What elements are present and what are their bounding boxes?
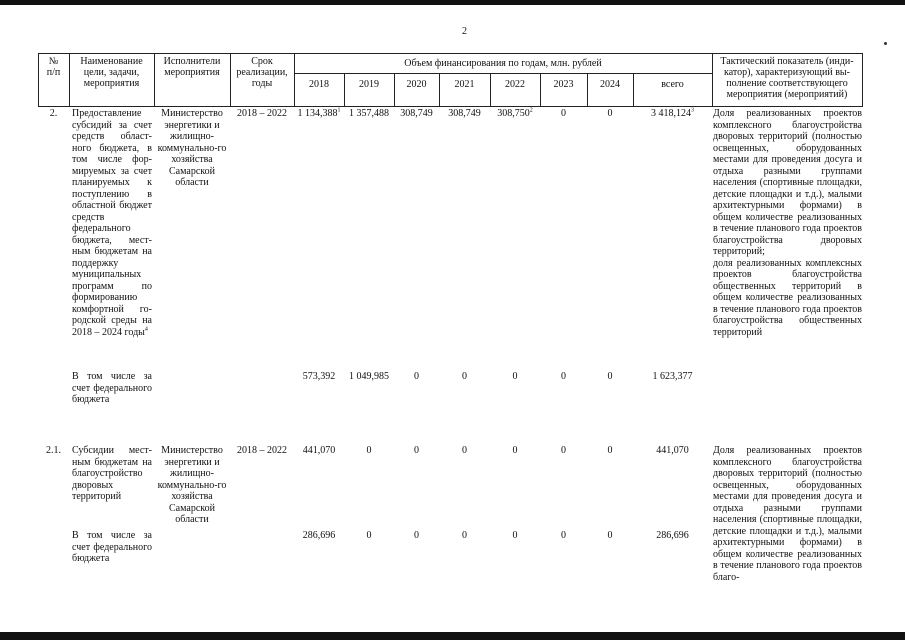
header-year: 2020 xyxy=(406,79,427,90)
row-value-2022: 308,750$^2$ xyxy=(497,107,533,119)
row-value-2021: 0 xyxy=(462,371,467,382)
header-indicator: Тактический показатель (инди- катор), характеризующий вы- полнение соответствующего мероприятия (мероприятий) xyxy=(720,56,854,100)
row-value-2018: 286,696 xyxy=(302,530,336,541)
row-executor: Министерство энергетики и жилищно-коммунально-го хозяйства Самарской области xyxy=(157,108,227,188)
header-funding: Объем финансирования по годам, млн. рублей xyxy=(404,58,602,69)
header-year: 2022 xyxy=(505,79,525,90)
header-name: Наименование цели, задачи, мероприятия xyxy=(80,56,143,89)
header-term: Срок реализации, годы xyxy=(236,56,288,89)
row-value-total: 441,070 xyxy=(656,445,689,456)
row-value-2019: 1 049,985 xyxy=(349,371,389,382)
row-name: Предоставление субсидий за счет средств областного бюджета, в том числе формируемых за счет планируемых к поступлению в областной бюджет средств федерального бюджета, местным бюджетам на поддержку муниципальных программ по формированию комфортной городской среды на 2018 – 2024 годы$^4$ xyxy=(72,108,152,338)
header-year: 2018 xyxy=(309,79,329,90)
row-value-2024: 0 xyxy=(607,371,613,382)
page-number: 2 xyxy=(462,26,467,37)
row-value-2021: 0 xyxy=(462,445,467,456)
row-value-2020: 0 xyxy=(414,371,419,382)
header-year: 2021 xyxy=(454,79,475,90)
row-value-2024: 0 xyxy=(607,445,613,456)
row-value-2021: 0 xyxy=(462,530,467,541)
row-value-2018: 1 134,388$^1$ xyxy=(297,107,341,119)
bottom-border-bar xyxy=(0,632,905,640)
header-year: 2024 xyxy=(600,79,620,90)
top-border-bar xyxy=(0,0,905,5)
row-value-2023: 0 xyxy=(561,371,566,382)
row-value-2022: 0 xyxy=(512,371,518,382)
row-number: 2.1. xyxy=(46,445,61,456)
header-year: 2023 xyxy=(553,79,574,90)
row-value-2023: 0 xyxy=(561,445,566,456)
row-value-2019: 1 357,488 xyxy=(349,108,389,119)
scan-speck xyxy=(884,42,887,45)
row-number: 2. xyxy=(49,108,58,119)
row-value-2021: 308,749 xyxy=(448,108,481,119)
row-name: Субсидии местным бюджетам на благоустройство дворовых территорий xyxy=(72,445,152,502)
row-indicator: Доля реализованных проектов комплексного благоустройства дворовых территорий (полностью освещенных, оборудованных местами для проведения досуга и отдыха разными группами населения (спортивные площадки, детские площадки и т.д.), малыми архитектурными формами) в общем количестве реализованных в течение планового года проектов благоустройства дворовых территорий; доля реализованных комплексных проектов благоустройства общественных территорий в общем количестве реализованных в течение планового года проектов благоустройства общественных территорий xyxy=(713,108,862,338)
row-value-2020: 308,749 xyxy=(400,108,433,119)
row-value-2024: 0 xyxy=(607,530,613,541)
header-number: № п/п xyxy=(46,56,61,78)
row-value-2018: 573,392 xyxy=(302,371,336,382)
row-value-total: 3 418,124$^3$ xyxy=(651,107,694,119)
row-value-2024: 0 xyxy=(607,108,613,119)
row-value-2018: 441,070 xyxy=(302,445,336,456)
row-value-2023: 0 xyxy=(561,108,566,119)
row-name-federal: В том числе за счет федерального бюджета xyxy=(72,371,152,405)
row-value-2022: 0 xyxy=(512,445,518,456)
row-value-total: 286,696 xyxy=(656,530,689,541)
row-value-total: 1 623,377 xyxy=(652,371,693,382)
row-executor: Министерство энергетики и жилищно-коммунально-го хозяйства Самарской области xyxy=(157,445,227,525)
row-value-2023: 0 xyxy=(561,530,566,541)
row-indicator: Доля реализованных проектов комплексного благоустройства дворовых территорий (полностью освещенных, оборудованных местами для проведения досуга и отдыха разными группами населения (спортивные площадки, детские площадки и т.д.), малыми архитектурными формами) в общем количестве реализованных в течение планового года проектов благо- xyxy=(713,445,862,583)
row-value-2020: 0 xyxy=(414,530,419,541)
row-name-federal: В том числе за счет федерального бюджета xyxy=(72,530,152,564)
header-total: всего xyxy=(661,79,684,90)
row-value-2022: 0 xyxy=(512,530,518,541)
row-value-2019: 0 xyxy=(366,530,372,541)
row-term: 2018 – 2022 xyxy=(237,108,287,119)
row-value-2020: 0 xyxy=(414,445,419,456)
header-year: 2019 xyxy=(359,79,379,90)
row-term: 2018 – 2022 xyxy=(237,445,287,456)
header-executor: Исполнители мероприятия xyxy=(163,56,221,78)
row-value-2019: 0 xyxy=(366,445,372,456)
